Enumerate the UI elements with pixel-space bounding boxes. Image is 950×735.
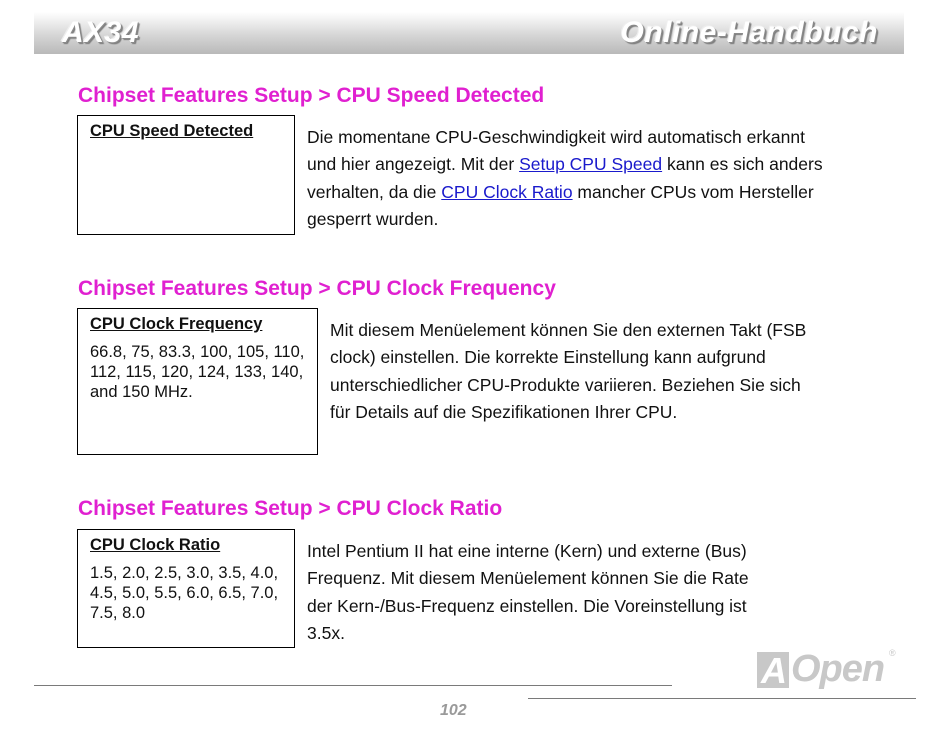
- logo-a-mark: A: [757, 652, 789, 688]
- link-cpu-clock-ratio[interactable]: CPU Clock Ratio: [441, 181, 573, 202]
- footer-divider: [528, 698, 916, 699]
- section-title-cpu-speed-detected: Chipset Features Setup > CPU Speed Detected: [78, 84, 545, 107]
- logo-text: Open: [791, 648, 885, 690]
- link-setup-cpu-speed[interactable]: Setup CPU Speed: [519, 154, 663, 175]
- description-text: mancher CPUs vom Hersteller gesperrt wurden.: [307, 181, 814, 229]
- description-cpu-clock-frequency: Mit diesem Menüelement können Sie den externen Takt (FSB clock) einstellen. Die korrekte Einstellung kann aufgrund unterschiedlicher CPU-Produkte variieren. Beziehen Sie sich für Details auf die Spezifikationen Ihrer CPU.: [330, 320, 807, 422]
- option-box-title: CPU Speed Detected: [90, 122, 254, 140]
- logo-registered-mark: ®: [889, 648, 896, 658]
- option-box-title: CPU Clock Frequency: [90, 315, 263, 333]
- description-text: kann es sich anders verhalten, da die: [307, 154, 823, 202]
- option-values: 66.8, 75, 83.3, 100, 105, 110, 112, 115, 120, 124, 133, 140, and 150 MHz.: [90, 343, 305, 401]
- aopen-logo: [757, 648, 896, 692]
- manual-title: Online-Handbuch: [620, 16, 878, 49]
- section-title-cpu-clock-ratio: Chipset Features Setup > CPU Clock Ratio: [78, 497, 503, 520]
- model-title: AX34: [62, 16, 140, 49]
- footer-divider: [34, 685, 672, 686]
- page-number: 102: [440, 702, 467, 719]
- option-box-cpu-speed-detected: [77, 115, 295, 235]
- option-box-cpu-clock-ratio: [77, 529, 295, 648]
- description-cpu-clock-ratio: Intel Pentium II hat eine interne (Kern) und externe (Bus) Frequenz. Mit diesem Menüelement können Sie die Rate der Kern-/Bus-Frequenz einstellen. Die Voreinstellung ist 3.5x.: [307, 541, 749, 643]
- description-text: Die momentane CPU-Geschwindigkeit wird automatisch erkannt und hier angezeigt. Mit der: [307, 127, 805, 175]
- option-values: 1.5, 2.0, 2.5, 3.0, 3.5, 4.0, 4.5, 5.0, 5.5, 6.0, 6.5, 7.0, 7.5, 8.0: [90, 564, 279, 622]
- page-header: [34, 12, 904, 54]
- option-box-cpu-clock-frequency: [77, 308, 318, 455]
- option-box-title: CPU Clock Ratio: [90, 536, 221, 554]
- description-cpu-speed-detected: [307, 124, 832, 233]
- section-title-cpu-clock-frequency: Chipset Features Setup > CPU Clock Frequency: [78, 277, 556, 300]
